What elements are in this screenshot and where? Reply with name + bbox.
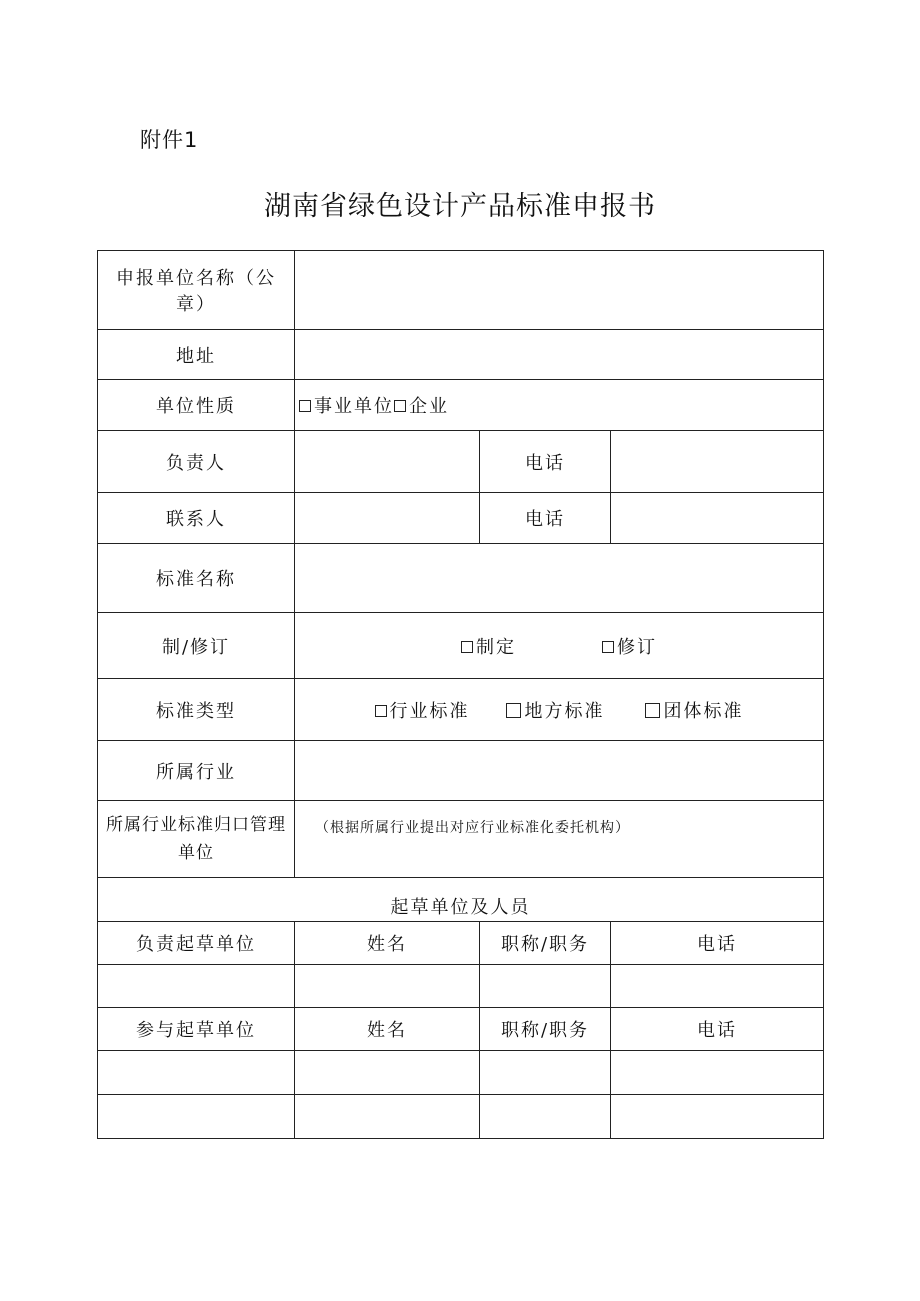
checkbox-icon bbox=[645, 703, 660, 718]
lead-name-header: 姓名 bbox=[295, 922, 480, 965]
participant-phone-cell[interactable] bbox=[611, 1051, 824, 1095]
contact-phone-label: 电话 bbox=[480, 493, 611, 544]
address-label: 地址 bbox=[98, 330, 295, 380]
option-group-standard[interactable]: 团体标准 bbox=[645, 697, 744, 723]
principal-phone-label: 电话 bbox=[480, 431, 611, 493]
participant-phone-header: 电话 bbox=[611, 1008, 824, 1051]
industry-field[interactable] bbox=[295, 741, 824, 801]
standard-type-label: 标准类型 bbox=[98, 679, 295, 741]
participant-drafter-label: 参与起草单位 bbox=[98, 1008, 295, 1051]
checkbox-icon bbox=[375, 705, 387, 717]
contact-label: 联系人 bbox=[98, 493, 295, 544]
drafting-section-title: 起草单位及人员 bbox=[98, 878, 824, 922]
checkbox-icon bbox=[394, 400, 406, 412]
lead-unit-cell[interactable] bbox=[98, 965, 295, 1008]
lead-phone-cell[interactable] bbox=[611, 965, 824, 1008]
attachment-label: 附件1 bbox=[140, 128, 199, 152]
row-management-unit bbox=[98, 801, 824, 878]
unit-type-options bbox=[295, 380, 824, 431]
participant-name-cell[interactable] bbox=[295, 1051, 480, 1095]
row-industry bbox=[98, 741, 824, 801]
contact-phone-field[interactable] bbox=[611, 493, 824, 544]
row-address bbox=[98, 330, 824, 380]
checkbox-icon bbox=[506, 703, 521, 718]
revision-options bbox=[295, 613, 824, 679]
lead-title-cell[interactable] bbox=[480, 965, 611, 1008]
row-drafting-section bbox=[98, 878, 824, 922]
row-principal bbox=[98, 431, 824, 493]
row-lead-drafter-entry bbox=[98, 965, 824, 1008]
row-standard-name bbox=[98, 544, 824, 613]
principal-field[interactable] bbox=[295, 431, 480, 493]
participant-phone-cell[interactable] bbox=[611, 1095, 824, 1139]
standard-name-field[interactable] bbox=[295, 544, 824, 613]
participant-name-header: 姓名 bbox=[295, 1008, 480, 1051]
row-applicant bbox=[98, 251, 824, 330]
address-field[interactable] bbox=[295, 330, 824, 380]
participant-name-cell[interactable] bbox=[295, 1095, 480, 1139]
option-local-standard[interactable]: 地方标准 bbox=[506, 697, 605, 723]
row-participant-entry-1 bbox=[98, 1051, 824, 1095]
row-unit-type bbox=[98, 380, 824, 431]
document-title: 湖南省绿色设计产品标准申报书 bbox=[264, 191, 656, 222]
lead-title-header: 职称/职务 bbox=[480, 922, 611, 965]
principal-label: 负责人 bbox=[98, 431, 295, 493]
application-form-table bbox=[97, 250, 824, 1139]
row-standard-type bbox=[98, 679, 824, 741]
industry-label: 所属行业 bbox=[98, 741, 295, 801]
applicant-field[interactable] bbox=[295, 251, 824, 330]
row-revision bbox=[98, 613, 824, 679]
participant-unit-cell[interactable] bbox=[98, 1095, 295, 1139]
mgmt-label: 所属行业标准归口管理单位 bbox=[98, 801, 295, 878]
applicant-label: 申报单位名称（公章） bbox=[98, 251, 295, 330]
principal-phone-field[interactable] bbox=[611, 431, 824, 493]
lead-name-cell[interactable] bbox=[295, 965, 480, 1008]
row-lead-drafter-header bbox=[98, 922, 824, 965]
participant-title-cell[interactable] bbox=[480, 1095, 611, 1139]
checkbox-icon bbox=[299, 400, 311, 412]
participant-title-header: 职称/职务 bbox=[480, 1008, 611, 1051]
standard-type-options bbox=[295, 679, 824, 741]
option-enterprise[interactable]: 企业 bbox=[394, 392, 449, 418]
row-contact bbox=[98, 493, 824, 544]
option-industry-standard[interactable]: 行业标准 bbox=[375, 697, 470, 723]
lead-phone-header: 电话 bbox=[611, 922, 824, 965]
option-formulate[interactable]: 制定 bbox=[461, 633, 516, 659]
option-public-institution[interactable]: 事业单位 bbox=[299, 392, 394, 418]
row-participant-header bbox=[98, 1008, 824, 1051]
unit-type-label: 单位性质 bbox=[98, 380, 295, 431]
participant-unit-cell[interactable] bbox=[98, 1051, 295, 1095]
contact-field[interactable] bbox=[295, 493, 480, 544]
lead-drafter-label: 负责起草单位 bbox=[98, 922, 295, 965]
standard-name-label: 标准名称 bbox=[98, 544, 295, 613]
option-revise[interactable]: 修订 bbox=[602, 633, 657, 659]
row-participant-entry-2 bbox=[98, 1095, 824, 1139]
participant-title-cell[interactable] bbox=[480, 1051, 611, 1095]
revision-label: 制/修订 bbox=[98, 613, 295, 679]
mgmt-note[interactable]: （根据所属行业提出对应行业标准化委托机构） bbox=[295, 801, 824, 878]
checkbox-icon bbox=[461, 641, 473, 653]
checkbox-icon bbox=[602, 641, 614, 653]
